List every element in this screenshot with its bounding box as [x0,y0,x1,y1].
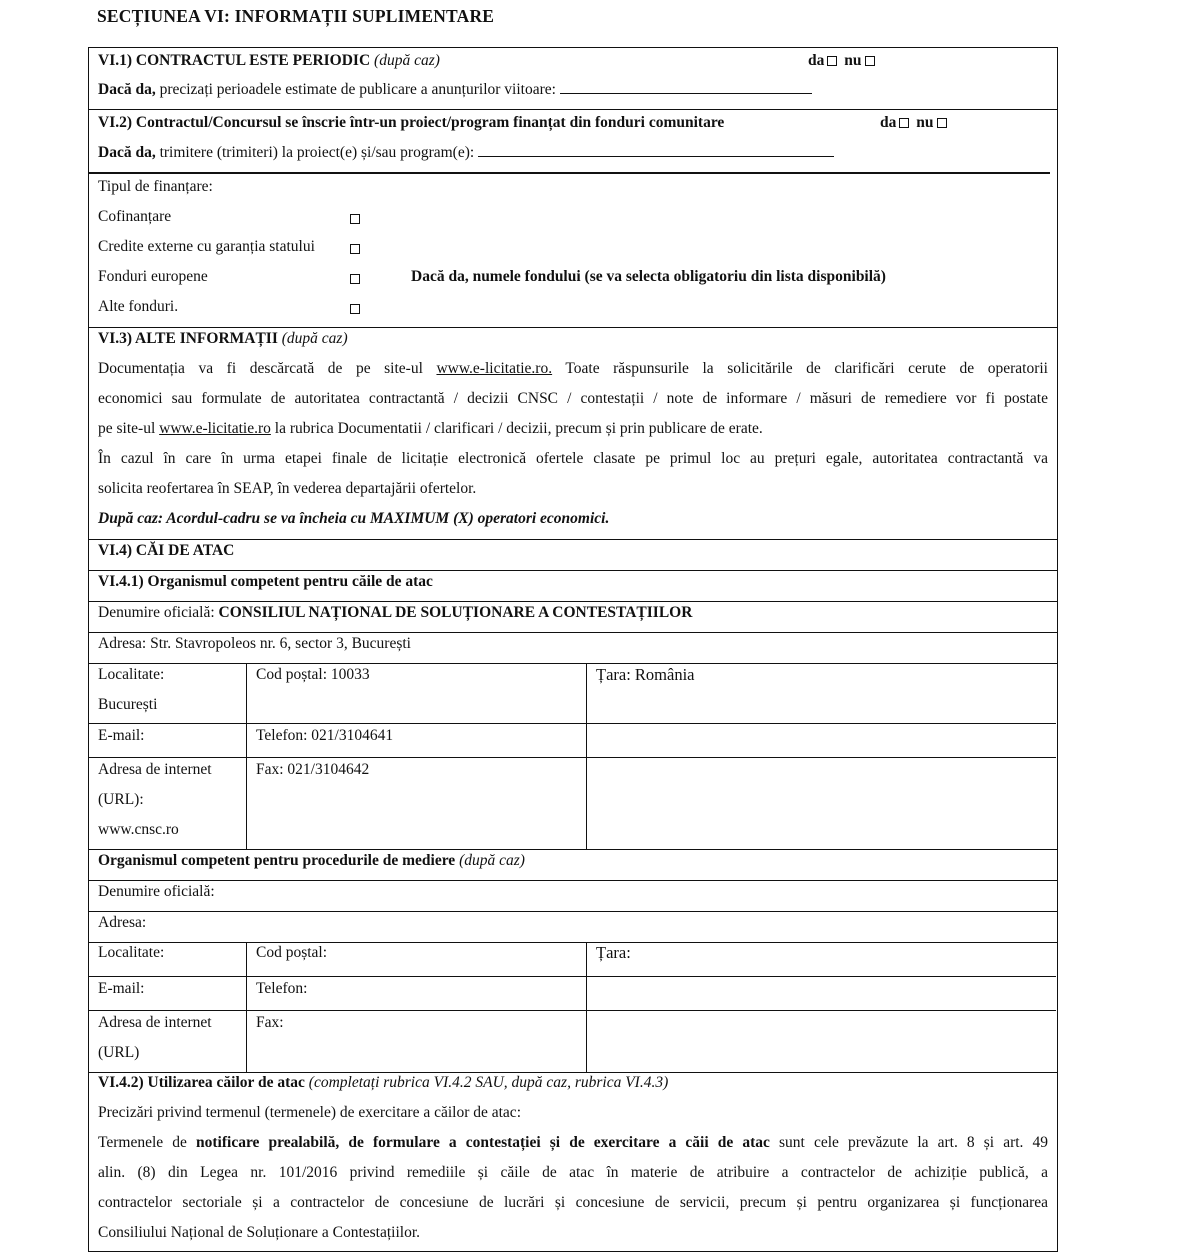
address-value: Adresa: Str. Stavropoleos nr. 6, sector 3, București [98,635,411,652]
other-funds-checkbox[interactable] [350,304,360,314]
vi2-divider [89,172,1050,174]
official-name-row [89,602,1057,633]
m-grid-col-divider-1 [246,943,247,1073]
vi2-reference-field[interactable] [478,144,834,157]
internet-label-1: Adresa de internet [98,761,212,778]
vi3-p2-line2: solicita reofertarea în SEAP, în vederea departajării ofertelor. [98,480,477,497]
external-credit-checkbox[interactable] [350,244,360,254]
m-email: E-mail: [98,980,145,997]
m-internet-1: Adresa de internet [98,1014,212,1031]
financing-option-cofinancing: Cofinanțare [98,208,172,225]
locality-label: Localitate: [98,666,165,683]
m-fax: Fax: [256,1014,284,1031]
cnsc-contact-grid [89,664,1057,850]
vi2-label: VI.2) Contractul/Concursul se înscrie într-un proiect/program finanțat din fonduri comunitare [98,114,725,131]
vi2-da-label: da [880,114,897,131]
page-title: SECȚIUNEA VI: INFORMAȚII SUPLIMENTARE [97,6,495,26]
fund-name-note: Dacă da, numele fondului (se va selecta obligatoriu din lista disponibilă) [411,268,886,285]
mediation-official-name: Denumire oficială: [98,883,215,900]
section-vi4 [89,540,1057,571]
vi3-p1-text-b: Toate răspunsurile la solicitările de clarificări cerute de operatorii [565,360,1048,377]
address-row [89,633,1057,664]
terms-line1-a: Termenele de [98,1134,187,1151]
vi1-label: VI.1) CONTRACTUL ESTE PERIODIC [98,52,371,69]
vi42-note: (completați rubrica VI.4.2 SAU, după caz, rubrica VI.4.3) [308,1074,669,1091]
terms-line2: alin. (8) din Legea nr. 101/2016 privind remediile și căile de atac în materie de atribuire a contractelor de achiziție publică, a [98,1164,1048,1181]
vi1-periods-label: precizați perioadele estimate de publicare a anunțurilor viitoare: [159,81,556,98]
form-frame [88,47,1058,1252]
mediation-address: Adresa: [98,914,147,931]
m-postal: Cod poștal: [256,944,328,961]
official-name-label: Denumire oficială: [98,604,215,621]
financing-option-eu-funds: Fonduri europene [98,268,208,285]
m-locality: Localitate: [98,944,165,961]
terms-line4: Consiliului Național de Soluționare a Contestațiilor. [98,1224,421,1241]
vi3-p1-line3-b: la rubrica Documentatii / clarificari / decizii, precum și prin publicare de erate. [274,420,763,437]
mediation-official-name-row [89,881,1057,912]
fax: Fax: 021/3104642 [256,761,370,778]
vi1-nu-checkbox[interactable] [865,56,875,66]
m-phone: Telefon: [256,980,308,997]
email-label: E-mail: [98,727,145,744]
locality-value: București [98,696,158,713]
m-grid-row-divider-1b [89,976,1056,977]
vi1-note: (după caz) [374,52,440,69]
internet-label-2: (URL): [98,791,144,808]
m-grid-row-divider-2 [89,1010,1056,1011]
vi3-p1-text-a: Documentația va fi descărcată de pe site-ul [98,360,423,377]
m-country: Țara: [596,943,631,962]
vi3-p1-line3-a: pe site-ul [98,420,156,437]
section-vi1 [89,48,1057,110]
vi3-note: (după caz) [281,330,348,347]
grid-row-divider-2 [89,757,1056,758]
m-grid-col-divider-2 [586,943,587,1073]
mediation-row [89,850,1057,881]
vi3-p1-line3 [98,420,1048,438]
vi2-da-checkbox[interactable] [899,118,909,128]
vi42-label: VI.4.2) Utilizarea căilor de atac [98,1074,305,1091]
section-vi41 [89,571,1057,602]
vi2-nu-label: nu [916,114,934,131]
vi41-label: VI.4.1) Organismul competent pentru căile de atac [98,573,433,590]
mediation-address-row [89,912,1057,943]
postal-code: Cod poștal: 10033 [256,666,370,683]
internet-value[interactable]: www.cnsc.ro [98,821,179,838]
terms-line1-bold: notificare prealabilă, de formulare a contestației și de exercitare a căii de atac [196,1134,770,1151]
terms-line3: contractelor sectoriale și a contractelor de concesiune de lucrări și concesiune de servicii, precum și pentru organizarea și funcționarea [98,1194,1048,1211]
terms-title: Precizări privind termenul (termenele) de exercitare a căilor de atac: [98,1104,521,1121]
country: Țara: România [596,665,695,684]
section-vi42 [89,1073,1057,1253]
mediation-label: Organismul competent pentru procedurile de mediere [98,852,456,869]
vi3-framework-note: După caz: Acordul-cadru se va încheia cu MAXIMUM (X) operatori economici. [98,510,610,527]
vi3-p2-line1: În cazul în care în urma etapei finale de licitație electronică ofertele clasate pe primul loc au prețuri egale, autoritatea contractantă va [98,450,1048,467]
m-internet-2: (URL) [98,1044,140,1061]
mediation-contact-grid [89,943,1057,1073]
vi2-nu-checkbox[interactable] [937,118,947,128]
eu-funds-checkbox[interactable] [350,274,360,284]
vi2-if-yes: Dacă da, [98,144,156,161]
financing-title: Tipul de finanțare: [98,178,213,195]
vi1-da-checkbox[interactable] [827,56,837,66]
terms-line1 [98,1134,1048,1152]
vi1-periods-field[interactable] [560,81,812,94]
mediation-note: (după caz) [459,852,525,869]
vi2-reference-label: trimitere (trimiteri) la proiect(e) și/sau program(e): [159,144,475,161]
vi3-label: VI.3) ALTE INFORMAȚII [98,330,278,347]
phone: Telefon: 021/3104641 [256,727,394,744]
official-name-value: CONSILIUL NAȚIONAL DE SOLUȚIONARE A CONTESTAȚIILOR [218,604,693,621]
terms-line1-b: sunt cele prevăzute la art. 8 și art. 49 [779,1134,1049,1151]
vi4-label: VI.4) CĂI DE ATAC [98,542,235,559]
vi3-p1-line2: economici sau formulate de autoritatea contractantă / decizii CNSC / contestații / note de informare / măsuri de remediere vor fi postate [98,390,1048,407]
vi1-nu-label: nu [844,52,862,69]
vi1-if-yes: Dacă da, [98,81,156,98]
vi3-p1-line1 [98,360,1048,378]
grid-row-divider-1 [89,723,1056,724]
vi1-da-label: da [808,52,825,69]
section-vi3 [89,328,1057,540]
financing-option-external-credit: Credite externe cu garanția statului [98,238,315,255]
e-licitatie-link-2[interactable]: www.e-licitatie.ro [159,420,271,437]
section-vi2 [89,110,1057,328]
cofinancing-checkbox[interactable] [350,214,360,224]
e-licitatie-link[interactable]: www.e-licitatie.ro. [436,360,553,377]
financing-option-other: Alte fonduri. [98,298,179,315]
